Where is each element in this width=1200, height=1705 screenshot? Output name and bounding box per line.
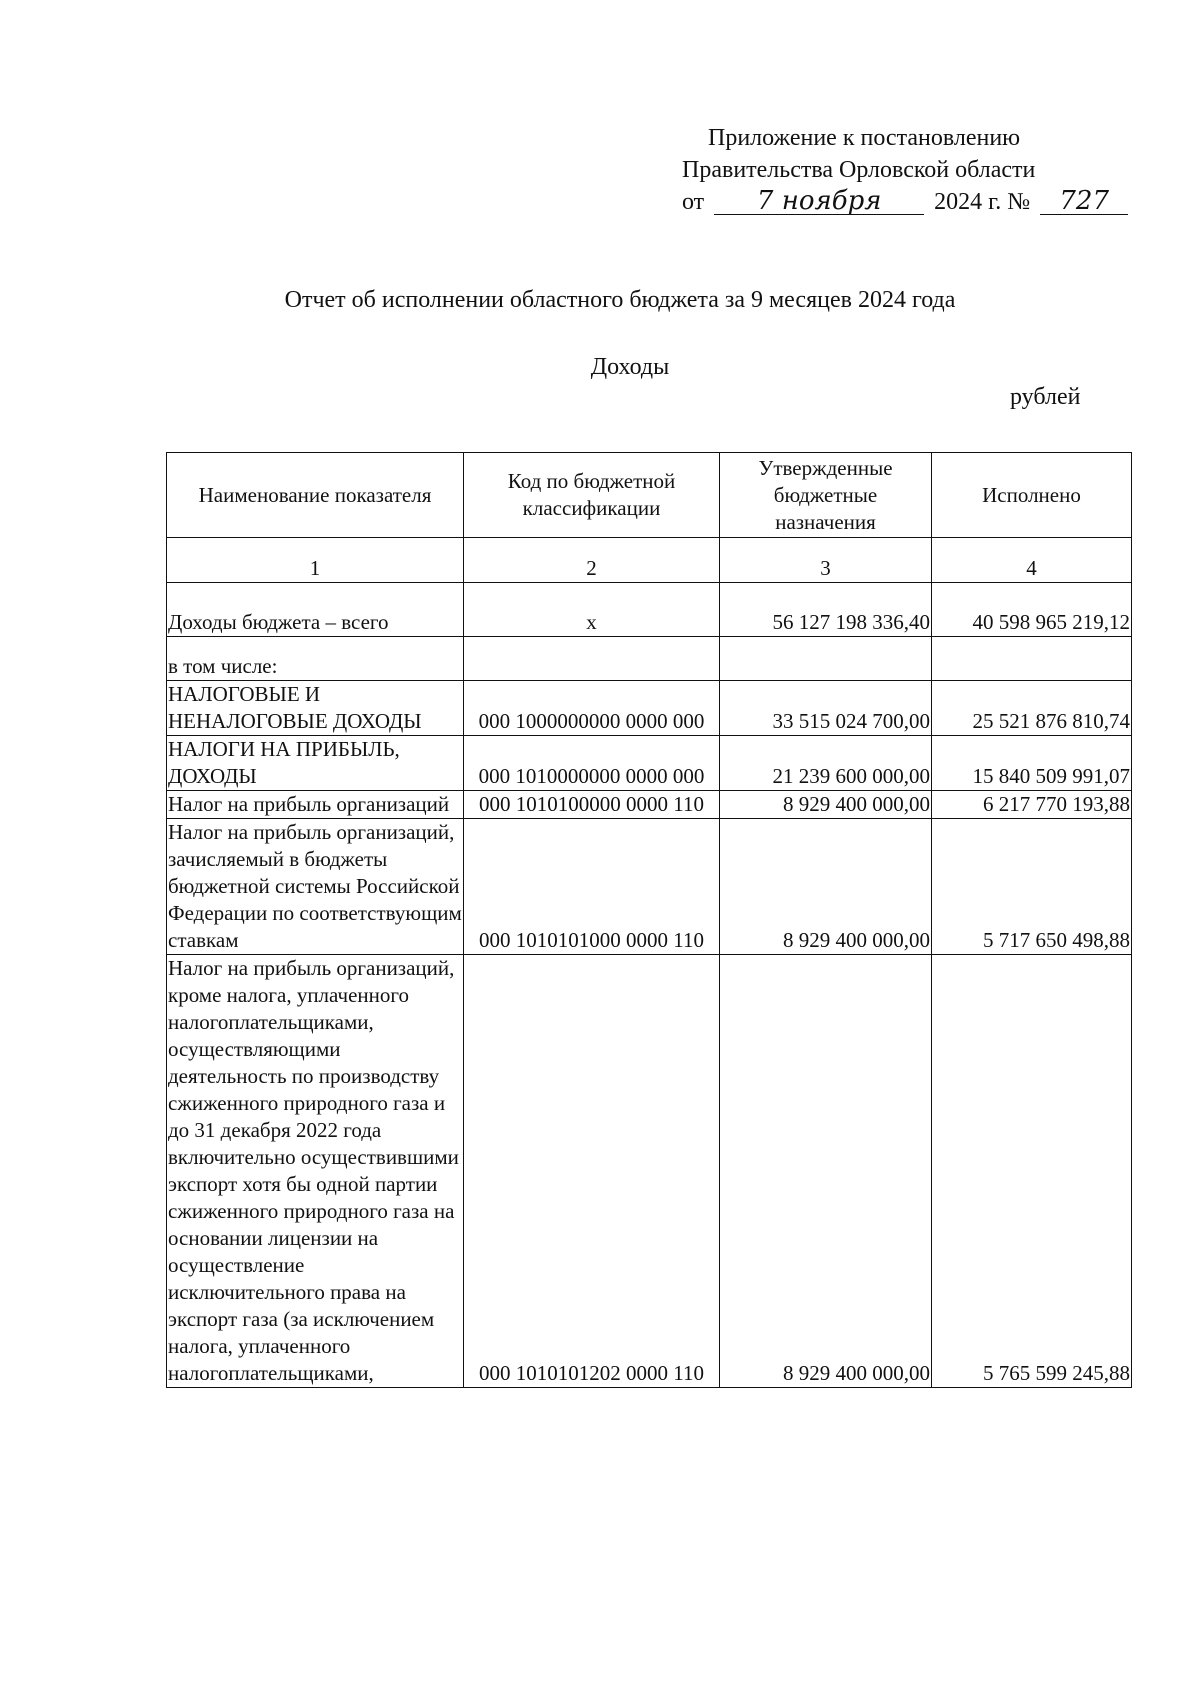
row-code: 000 1010101202 0000 110 bbox=[464, 955, 720, 1388]
header-approved: Утвержденные бюджетные назначения bbox=[720, 453, 932, 538]
report-title: Отчет об исполнении областного бюджета за 9 месяцев 2024 года bbox=[284, 287, 956, 313]
header-executed: Исполнено bbox=[932, 453, 1132, 538]
row-name: Налог на прибыль организаций bbox=[167, 791, 464, 819]
row-approved: 56 127 198 336,40 bbox=[720, 583, 932, 637]
units-label: рублей bbox=[1010, 384, 1081, 410]
table-row bbox=[167, 583, 1132, 637]
row-code bbox=[464, 637, 720, 681]
row-executed bbox=[932, 637, 1132, 681]
table-row bbox=[167, 819, 1132, 955]
table-row bbox=[167, 637, 1132, 681]
row-code: x bbox=[464, 583, 720, 637]
table-row bbox=[167, 955, 1132, 1388]
row-approved: 8 929 400 000,00 bbox=[720, 791, 932, 819]
row-approved bbox=[720, 637, 932, 681]
header-budget-code: Код по бюджетной классификации bbox=[464, 453, 720, 538]
row-code: 000 1010000000 0000 000 bbox=[464, 736, 720, 791]
column-number-row bbox=[167, 538, 1132, 583]
table-row bbox=[167, 791, 1132, 819]
row-executed: 5 765 599 245,88 bbox=[932, 955, 1132, 1388]
row-code: 000 1010101000 0000 110 bbox=[464, 819, 720, 955]
row-name: Доходы бюджета – всего bbox=[167, 583, 464, 637]
row-approved: 33 515 024 700,00 bbox=[720, 681, 932, 736]
row-approved: 21 239 600 000,00 bbox=[720, 736, 932, 791]
header-indicator-name: Наименование показателя bbox=[167, 453, 464, 538]
handwritten-date: 7 ноября bbox=[714, 188, 924, 215]
annex-line-2: Правительства Орловской области bbox=[682, 157, 1036, 183]
annex-year-text: 2024 г. № bbox=[934, 189, 1031, 215]
row-executed: 5 717 650 498,88 bbox=[932, 819, 1132, 955]
row-code: 000 1010100000 0000 110 bbox=[464, 791, 720, 819]
row-code: 000 1000000000 0000 000 bbox=[464, 681, 720, 736]
handwritten-number: 727 bbox=[1040, 188, 1128, 215]
table-header-row bbox=[167, 453, 1132, 538]
row-name: в том числе: bbox=[167, 637, 464, 681]
row-name: НАЛОГИ НА ПРИБЫЛЬ, ДОХОДЫ bbox=[167, 736, 464, 791]
column-number: 3 bbox=[720, 538, 932, 583]
column-number: 4 bbox=[932, 538, 1132, 583]
row-name: Налог на прибыль организаций, зачисляемый в бюджеты бюджетной системы Российской Федерации по соответствующим ставкам bbox=[167, 819, 464, 955]
section-title: Доходы bbox=[590, 354, 670, 380]
annex-line-1: Приложение к постановлению bbox=[708, 125, 1021, 151]
table-row bbox=[167, 681, 1132, 736]
row-name: Налог на прибыль организаций, кроме налога, уплаченного налогоплательщиками, осуществляющими деятельность по производству сжиженного природного газа и до 31 декабря 2022 года включительно осуществившими экспорт хотя бы одной партии сжиженного природного газа на основании лицензии на осуществление исключительного права на экспорт газа (за исключением налога, уплаченного налогоплательщиками, bbox=[167, 955, 464, 1388]
row-approved: 8 929 400 000,00 bbox=[720, 955, 932, 1388]
column-number: 1 bbox=[167, 538, 464, 583]
column-number: 2 bbox=[464, 538, 720, 583]
row-executed: 6 217 770 193,88 bbox=[932, 791, 1132, 819]
table-row bbox=[167, 736, 1132, 791]
row-approved: 8 929 400 000,00 bbox=[720, 819, 932, 955]
row-name: НАЛОГОВЫЕ И НЕНАЛОГОВЫЕ ДОХОДЫ bbox=[167, 681, 464, 736]
row-executed: 15 840 509 991,07 bbox=[932, 736, 1132, 791]
row-executed: 25 521 876 810,74 bbox=[932, 681, 1132, 736]
income-table bbox=[166, 452, 1132, 1388]
row-executed: 40 598 965 219,12 bbox=[932, 583, 1132, 637]
annex-line-3 bbox=[682, 186, 1128, 218]
annex-from-label: от bbox=[682, 189, 705, 215]
